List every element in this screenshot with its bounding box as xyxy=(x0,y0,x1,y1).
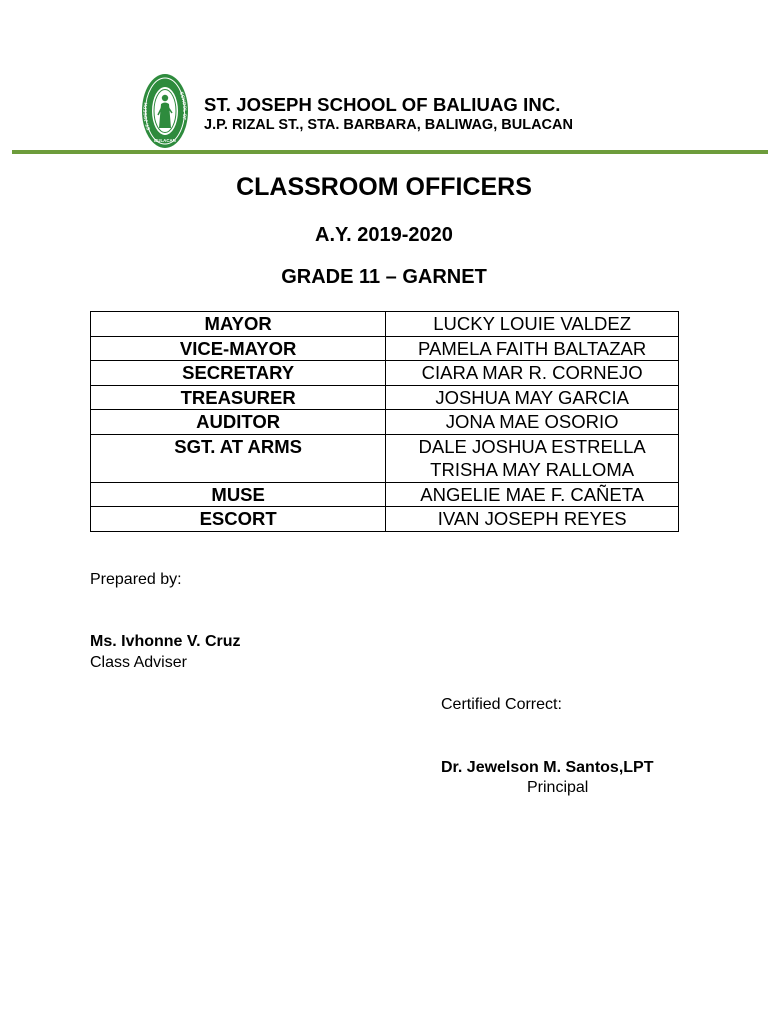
school-logo xyxy=(141,73,189,149)
school-address: J.P. RIZAL ST., STA. BARBARA, BALIWAG, BULACAN xyxy=(204,117,573,133)
svg-text:SCHOOL OF: SCHOOL OF xyxy=(178,91,188,121)
officer-names xyxy=(386,361,679,386)
officer-name: TRISHA MAY RALLOMA xyxy=(430,459,635,480)
school-name: ST. JOSEPH SCHOOL OF BALIUAG INC. xyxy=(204,94,561,115)
officer-position: ESCORT xyxy=(91,507,386,532)
officer-row xyxy=(91,336,679,361)
officer-names xyxy=(386,410,679,435)
adviser-name: Ms. Ivhonne V. Cruz xyxy=(90,633,241,650)
officer-name: JONA MAE OSORIO xyxy=(445,411,619,432)
principal-name: Dr. Jewelson M. Santos,LPT xyxy=(441,759,654,776)
officer-name: CIARA MAR R. CORNEJO xyxy=(421,362,643,383)
officer-name: ANGELIE MAE F. CAÑETA xyxy=(420,483,645,505)
officer-name: JOSHUA MAY GARCIA xyxy=(435,386,629,408)
officer-names xyxy=(386,385,679,410)
officer-position: MUSE xyxy=(91,482,386,507)
officer-name: PAMELA FAITH BALTAZAR xyxy=(418,337,647,359)
officer-name: IVAN JOSEPH REYES xyxy=(437,508,627,529)
officer-names xyxy=(386,336,679,361)
officer-row xyxy=(91,385,679,410)
svg-text:BULACAN: BULACAN xyxy=(154,138,176,143)
officer-row xyxy=(91,312,679,337)
officer-row xyxy=(91,434,679,482)
officer-name: LUCKY LOUIE VALDEZ xyxy=(433,313,631,334)
header-divider xyxy=(12,150,768,154)
academic-year: A.Y. 2019-2020 xyxy=(315,224,453,246)
officer-names xyxy=(386,312,679,337)
officer-row xyxy=(91,507,679,532)
officer-position: VICE-MAYOR xyxy=(91,336,386,361)
officer-row xyxy=(91,482,679,507)
principal-role: Principal xyxy=(527,779,589,796)
officer-names xyxy=(386,482,679,507)
officer-position: SECRETARY xyxy=(91,361,386,386)
officers-table xyxy=(90,311,679,532)
document-title: CLASSROOM OFFICERS xyxy=(236,173,532,201)
prepared-by-label: Prepared by: xyxy=(90,571,182,588)
adviser-role: Class Adviser xyxy=(90,654,187,671)
svg-text:ST. JOSEPH: ST. JOSEPH xyxy=(142,102,152,131)
officer-row xyxy=(91,361,679,386)
officer-names xyxy=(386,434,679,482)
officer-position: MAYOR xyxy=(91,312,386,337)
officer-row xyxy=(91,410,679,435)
officer-position: AUDITOR xyxy=(91,410,386,435)
certified-correct-label: Certified Correct: xyxy=(441,696,562,713)
grade-section: GRADE 11 – GARNET xyxy=(281,266,487,288)
officer-position: TREASURER xyxy=(91,385,386,410)
officer-name: DALE JOSHUA ESTRELLA xyxy=(418,435,646,457)
officer-names xyxy=(386,507,679,532)
officer-position: SGT. AT ARMS xyxy=(91,434,386,482)
